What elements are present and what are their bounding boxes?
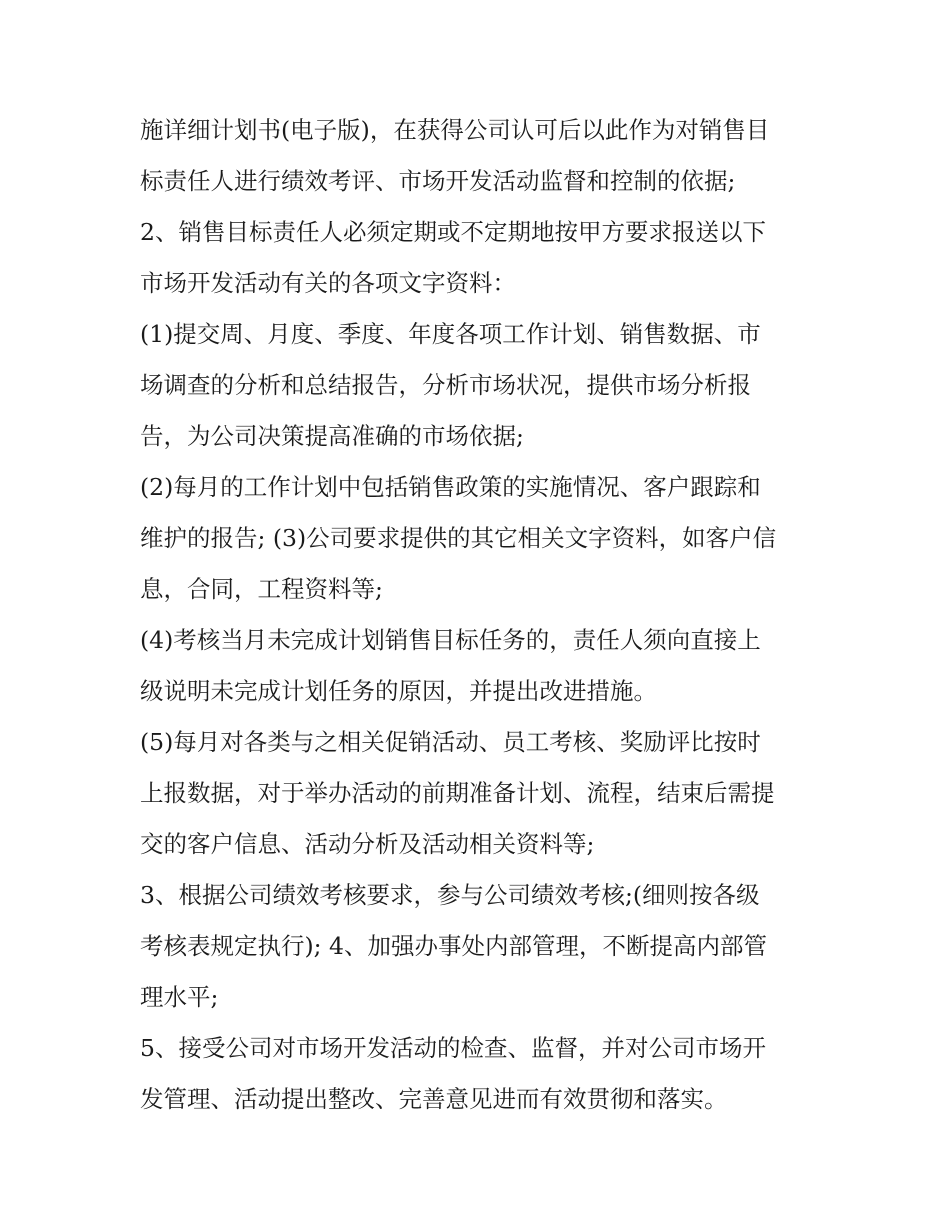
text-line: (5)每月对各类与之相关促销活动、员工考核、奖励评比按时 xyxy=(140,728,761,756)
document-body xyxy=(140,105,820,1125)
text-line: 息，合同，工程资料等; xyxy=(140,575,383,603)
text-line: 场调查的分析和总结报告，分析市场状况，提供市场分析报 xyxy=(140,371,751,399)
text-line: (1)提交周、月度、季度、年度各项工作计划、销售数据、市 xyxy=(140,320,761,348)
text-line: 5、接受公司对市场开发活动的检查、监督，并对公司市场开 xyxy=(140,1034,766,1062)
text-line: (2)每月的工作计划中包括销售政策的实施情况、客户跟踪和 xyxy=(140,473,761,501)
text-line: 3、根据公司绩效考核要求，参与公司绩效考核;(细则按各级 xyxy=(140,881,760,909)
text-line: 市场开发活动有关的各项文字资料： xyxy=(140,269,516,297)
text-line: 维护的报告; (3)公司要求提供的其它相关文字资料，如客户信 xyxy=(140,524,777,552)
text-line: 告，为公司决策提高准确的市场依据; xyxy=(140,422,524,450)
text-line: 上报数据，对于举办活动的前期准备计划、流程，结束后需提 xyxy=(140,779,775,807)
text-line: 交的客户信息、活动分析及活动相关资料等; xyxy=(140,830,595,858)
text-line: 施详细计划书(电子版)，在获得公司认可后以此作为对销售目 xyxy=(140,116,770,144)
text-line: 标责任人进行绩效考评、市场开发活动监督和控制的依据; xyxy=(140,167,736,195)
text-line: 2、销售目标责任人必须定期或不定期地按甲方要求报送以下 xyxy=(140,218,766,246)
text-line: 发管理、活动提出整改、完善意见进而有效贯彻和落实。 xyxy=(140,1085,728,1113)
text-line: 级说明未完成计划任务的原因，并提出改进措施。 xyxy=(140,677,657,705)
text-line: 理水平; xyxy=(140,983,219,1011)
text-line: 考核表规定执行); 4、加强办事处内部管理，不断提高内部管 xyxy=(140,932,768,960)
text-line: (4)考核当月未完成计划销售目标任务的，责任人须向直接上 xyxy=(140,626,761,654)
